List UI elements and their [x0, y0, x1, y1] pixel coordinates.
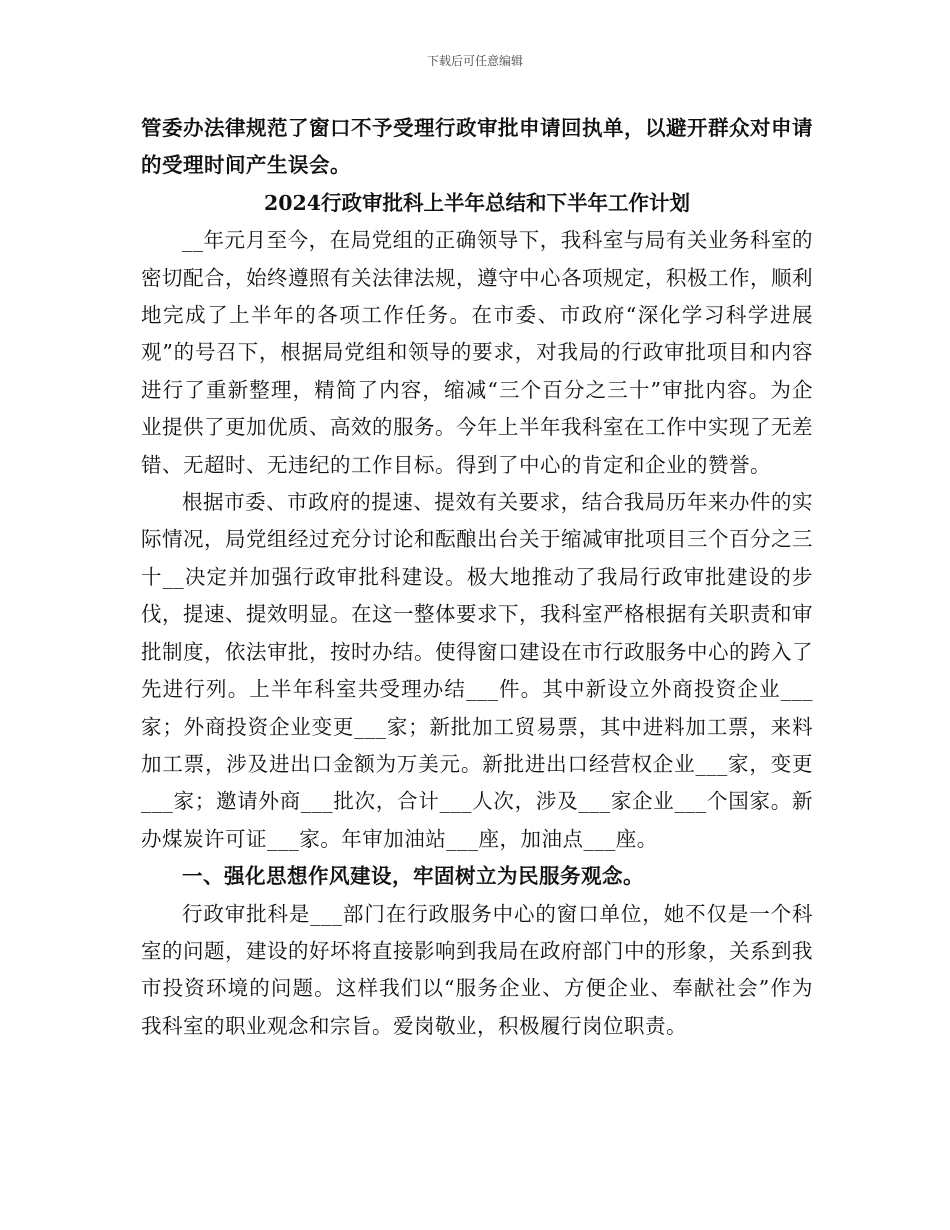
- body-paragraph-1: __年元月至今，在局党组的正确领导下，我科室与局有关业务科室的密切配合，始终遵照有关法律法规，遵守中心各项规定，积极工作，顺利地完成了上半年的各项工作任务。在市委、市政府“深化学习科学进展观”的号召下，根据局党组和领导的要求，对我局的行政审批项目和内容进行了重新整理，精简了内容，缩减“三个百分之三十”审批内容。为企业提供了更加优质、高效的服务。今年上半年我科室在工作中实现了无差错、无超时、无违纪的工作目标。得到了中心的肯定和企业的赞誉。: [141, 228, 813, 477]
- section-heading: 一、强化思想作风建设，牢固树立为民服务观念。: [182, 864, 644, 889]
- intro-paragraph: 管委办法律规范了窗口不予受理行政审批申请回执单，以避开群众对申请的受理时间产生误会。: [141, 116, 813, 178]
- header-note: 下载后可任意编辑: [426, 54, 523, 68]
- document-body: [141, 110, 813, 1045]
- body-paragraph-2: 根据市委、市政府的提速、提效有关要求，结合我局历年来办件的实际情况，局党组经过充分讨论和酝酿出台关于缩减审批项目三个百分之三十__决定并加强行政审批科建设。极大地推动了我局行政审批建设的步伐，提速、提效明显。在这一整体要求下，我科室严格根据有关职责和审批制度，依法审批，按时办结。使得窗口建设在市行政服务中心的跨入了先进行列。上半年科室共受理办结___件。其中新设立外商投资企业___家；外商投资企业变更___家；新批加工贸易票，其中进料加工票，来料加工票，涉及进出口金额为万美元。新批进出口经营权企业___家，变更___家；邀请外商___批次，合计___人次，涉及___家企业___个国家。新办煤炭许可证___家。年审加油站___座，加油点___座。: [141, 490, 813, 851]
- section-paragraph: 行政审批科是___部门在行政服务中心的窗口单位，她不仅是一个科室的问题，建设的好坏将直接影响到我局在政府部门中的形象，关系到我市投资环境的问题。这样我们以“服务企业、方便企业、奉献社会”作为我科室的职业观念和宗旨。爱岗敬业，积极履行岗位职责。: [141, 901, 813, 1038]
- document-title: 2024行政审批科上半年总结和下半年工作计划: [263, 190, 691, 215]
